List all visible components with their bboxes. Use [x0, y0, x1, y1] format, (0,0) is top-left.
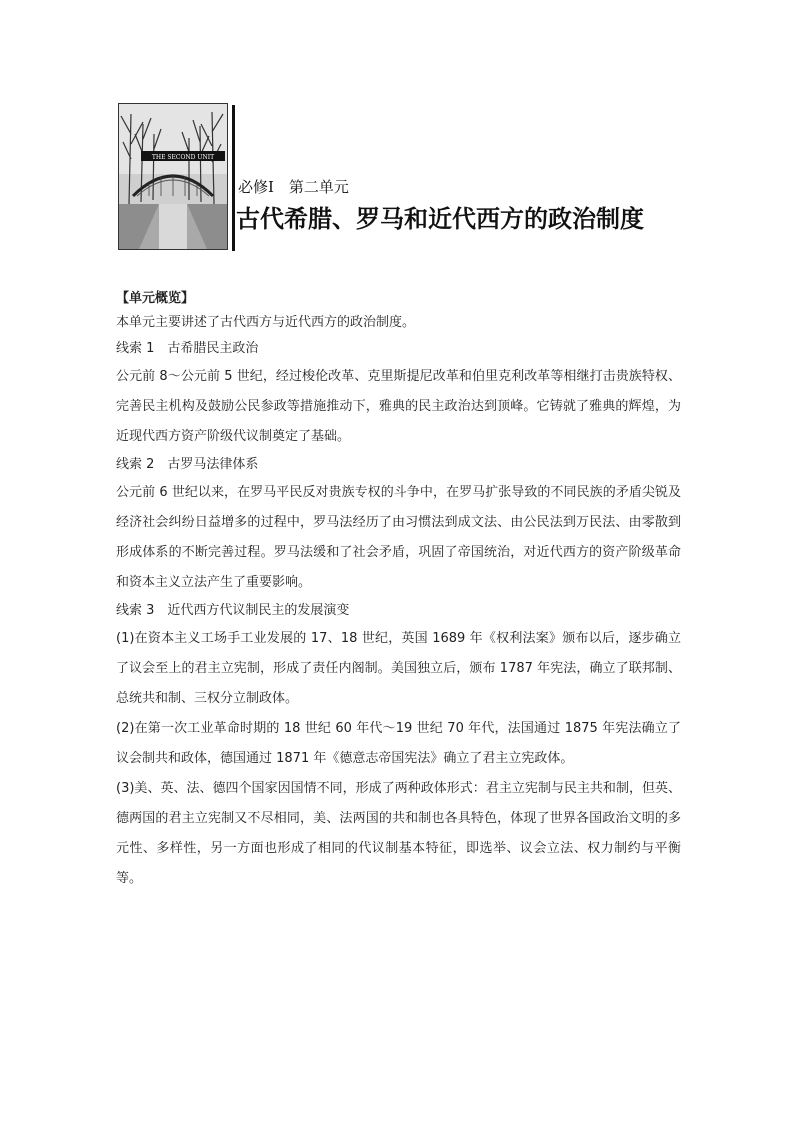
banner-divider	[232, 105, 235, 251]
thread-3-paragraph-1: (1)在资本主义工场手工业发展的 17、18 世纪，英国 1689 年《权利法案》颁布以后，逐步确立了议会至上的君主立宪制，形成了责任内阁制。美国独立后，颁布 1787 年宪法，确立了联邦制、总统共和制、三权分立制政体。	[116, 631, 681, 706]
overview-intro: 本单元主要讲述了古代西方与近代西方的政治制度。	[116, 315, 416, 330]
thread-1-heading: 线索 1 古希腊民主政治	[116, 341, 259, 356]
unit-content	[116, 288, 681, 894]
unit-cover-photo	[118, 103, 228, 250]
thread-3-heading: 线索 3 近代西方代议制民主的发展演变	[116, 603, 350, 618]
thread-2-paragraph: 公元前 6 世纪以来，在罗马平民反对贵族专权的斗争中，在罗马扩张导致的不同民族的矛盾尖锐及经济社会纠纷日益增多的过程中，罗马法经历了由习惯法到成文法、由公民法到万民法、由零散到形成体系的不断完善过程。罗马法缓和了社会矛盾，巩固了帝国统治，对近代西方的资产阶级革命和资本主义立法产生了重要影响。	[116, 485, 681, 590]
thread-3-paragraph-2: (2)在第一次工业革命时期的 18 世纪 60 年代～19 世纪 70 年代，法国通过 1875 年宪法确立了议会制共和政体，德国通过 1871 年《德意志帝国宪法》确立了君主立宪政体。	[116, 721, 681, 766]
thread-2-heading: 线索 2 古罗马法律体系	[116, 457, 259, 472]
unit-title: 古代希腊、罗马和近代西方的政治制度	[236, 205, 644, 233]
unit-subtitle: 必修Ⅰ 第二单元	[238, 178, 349, 196]
photo-caption: THE SECOND UNIT	[151, 154, 215, 161]
thread-3-paragraph-3: (3)美、英、法、德四个国家因国情不同，形成了两种政体形式：君主立宪制与民主共和制，但英、德两国的君主立宪制又不尽相同，美、法两国的共和制也各具特色，体现了世界各国政治文明的多元性、多样性，另一方面也形成了相同的代议制基本特征，即选举、议会立法、权力制约与平衡等。	[116, 781, 681, 886]
overview-label: 【单元概览】	[116, 291, 195, 306]
unit-banner	[118, 103, 738, 253]
thread-1-paragraph: 公元前 8～公元前 5 世纪，经过梭伦改革、克里斯提尼改革和伯里克利改革等相继打击贵族特权、完善民主机构及鼓励公民参政等措施推动下，雅典的民主政治达到顶峰。它铸就了雅典的辉煌，为近现代西方资产阶级代议制奠定了基础。	[116, 369, 681, 444]
